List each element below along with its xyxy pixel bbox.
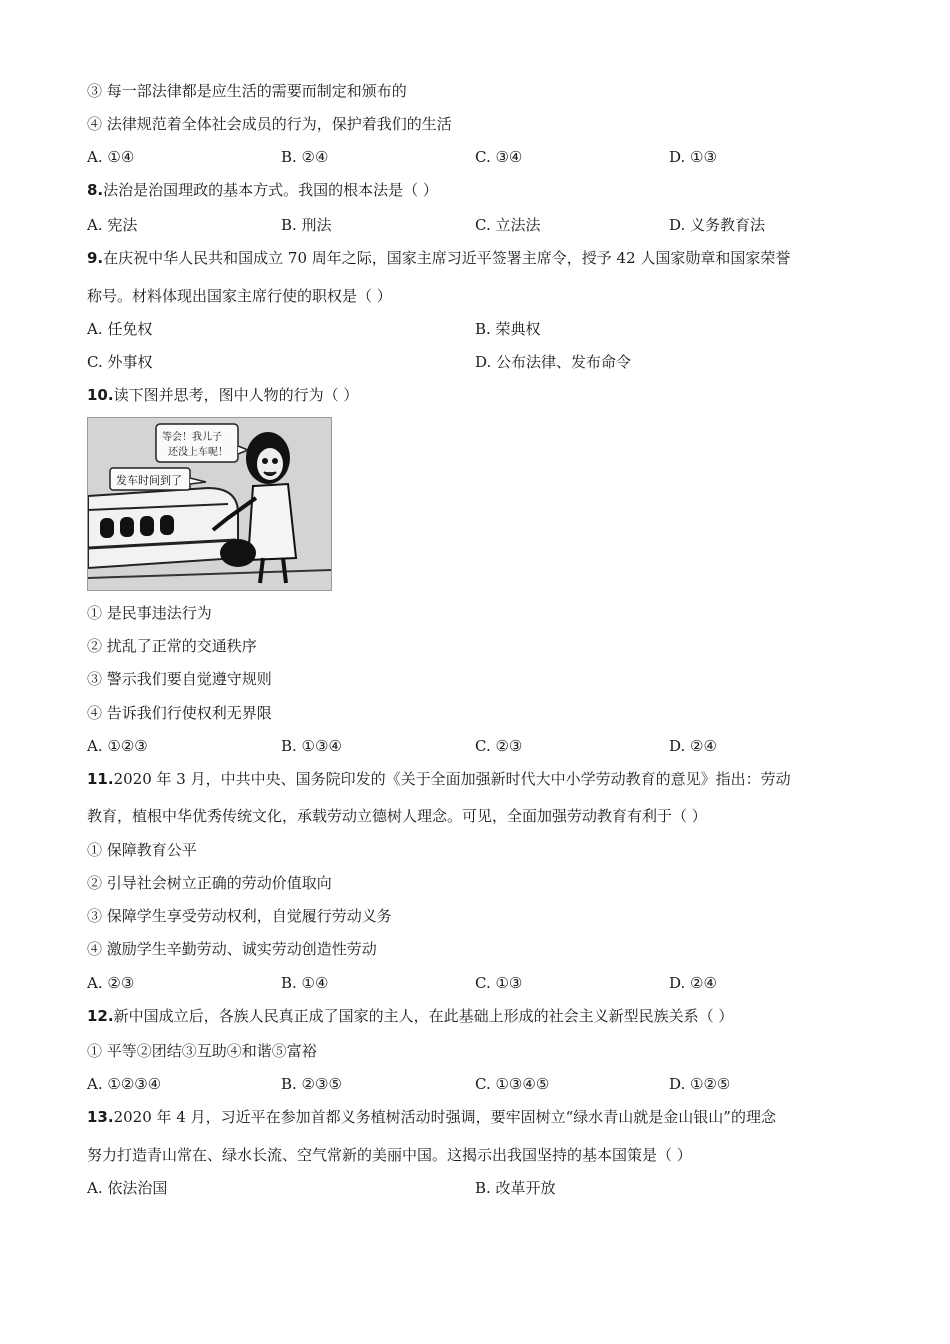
q10-stem — [87, 385, 358, 405]
q12-option-c[interactable]: C. ①③④⑤ — [475, 1075, 550, 1093]
q13-stem-line1 — [87, 1107, 776, 1127]
q7-option-b[interactable]: B. ②④ — [281, 148, 329, 166]
q8-option-d[interactable]: D. 义务教育法 — [669, 216, 766, 234]
q12-stem — [87, 1006, 733, 1026]
q9-number: 9. — [87, 249, 104, 267]
q11-stem-line1 — [87, 769, 791, 789]
q11-option-c[interactable]: C. ①③ — [475, 974, 523, 992]
q7-statement-4: ④ 法律规范着全体社会成员的行为，保护着我们的生活 — [87, 115, 452, 133]
q10-statement-3: ③ 警示我们要自觉遵守规则 — [87, 670, 272, 688]
q8-text: 法治是治国理政的基本方式。我国的根本法是（ ） — [103, 181, 438, 199]
q7-statement-3: ③ 每一部法律都是应生活的需要而制定和颁布的 — [87, 82, 407, 100]
q13-stem-line2: 努力打造青山常在、绿水长流、空气常新的美丽中国。这揭示出我国坚持的基本国策是（ ） — [87, 1146, 692, 1164]
q8-option-c[interactable]: C. 立法法 — [475, 216, 541, 234]
q9-stem-line1 — [87, 248, 790, 268]
q10-statement-1: ① 是民事违法行为 — [87, 604, 212, 622]
cartoon-bubble-1b: 还没上车呢！ — [168, 447, 228, 458]
q10-text: 读下图并思考，图中人物的行为（ ） — [113, 386, 359, 404]
q13-option-a[interactable]: A. 依法治国 — [87, 1179, 168, 1197]
q11-option-b[interactable]: B. ①④ — [281, 974, 329, 992]
q8-stem — [87, 180, 438, 200]
q8-option-b[interactable]: B. 刑法 — [281, 216, 332, 234]
q12-option-b[interactable]: B. ②③⑤ — [281, 1075, 342, 1093]
q12-option-d[interactable]: D. ①②⑤ — [669, 1075, 731, 1093]
q12-statement: ① 平等②团结③互助④和谐⑤富裕 — [87, 1042, 317, 1060]
q13-option-b[interactable]: B. 改革开放 — [475, 1179, 556, 1197]
q7-option-d[interactable]: D. ①③ — [669, 148, 717, 166]
q10-cartoon-image — [87, 417, 332, 591]
q9-option-b[interactable]: B. 荣典权 — [475, 320, 541, 338]
q9-stem-line2: 称号。材料体现出国家主席行使的职权是（ ） — [87, 287, 392, 305]
q11-statement-4: ④ 激励学生辛勤劳动、诚实劳动创造性劳动 — [87, 940, 377, 958]
q13-text-1: 2020 年 4 月，习近平在参加首都义务植树活动时强调，要牢固树立“绿水青山就是金山银山”的理念 — [113, 1108, 776, 1126]
q7-option-a[interactable]: A. ①④ — [87, 148, 135, 166]
q11-option-d[interactable]: D. ②④ — [669, 974, 717, 992]
q11-statement-3: ③ 保障学生享受劳动权利，自觉履行劳动义务 — [87, 907, 392, 925]
q10-statement-4: ④ 告诉我们行使权利无界限 — [87, 704, 272, 722]
q8-number: 8. — [87, 181, 104, 199]
cartoon-bubble-2: 发车时间到了 — [116, 474, 182, 487]
q7-option-c[interactable]: C. ③④ — [475, 148, 523, 166]
q8-option-a[interactable]: A. 宪法 — [87, 216, 138, 234]
q9-option-c[interactable]: C. 外事权 — [87, 353, 153, 371]
q11-option-a[interactable]: A. ②③ — [87, 974, 135, 992]
q13-number: 13. — [87, 1108, 114, 1126]
q10-number: 10. — [87, 386, 114, 404]
q9-option-a[interactable]: A. 任免权 — [87, 320, 153, 338]
q11-number: 11. — [87, 770, 114, 788]
q10-option-a[interactable]: A. ①②③ — [87, 737, 148, 755]
q12-text: 新中国成立后，各族人民真正成了国家的主人，在此基础上形成的社会主义新型民族关系（ ） — [113, 1007, 734, 1025]
q11-statement-1: ① 保障教育公平 — [87, 841, 197, 859]
cartoon-bubble-1a: 等会！我儿子 — [162, 432, 222, 443]
q10-statement-2: ② 扰乱了正常的交通秩序 — [87, 637, 257, 655]
q11-text-1: 2020 年 3 月，中共中央、国务院印发的《关于全面加强新时代大中小学劳动教育的意见》指出：劳动 — [113, 770, 791, 788]
q10-option-c[interactable]: C. ②③ — [475, 737, 523, 755]
q10-option-b[interactable]: B. ①③④ — [281, 737, 342, 755]
q12-option-a[interactable]: A. ①②③④ — [87, 1075, 162, 1093]
q10-option-d[interactable]: D. ②④ — [669, 737, 717, 755]
q9-text-1: 在庆祝中华人民共和国成立 70 周年之际，国家主席习近平签署主席令，授予 42 人国家勋章和国家荣誉 — [103, 249, 791, 267]
q9-option-d[interactable]: D. 公布法律、发布命令 — [475, 353, 632, 371]
q11-stem-line2: 教育，植根中华优秀传统文化，承载劳动立德树人理念。可见，全面加强劳动教育有利于（ ） — [87, 807, 707, 825]
q11-statement-2: ② 引导社会树立正确的劳动价值取向 — [87, 874, 332, 892]
q12-number: 12. — [87, 1007, 114, 1025]
